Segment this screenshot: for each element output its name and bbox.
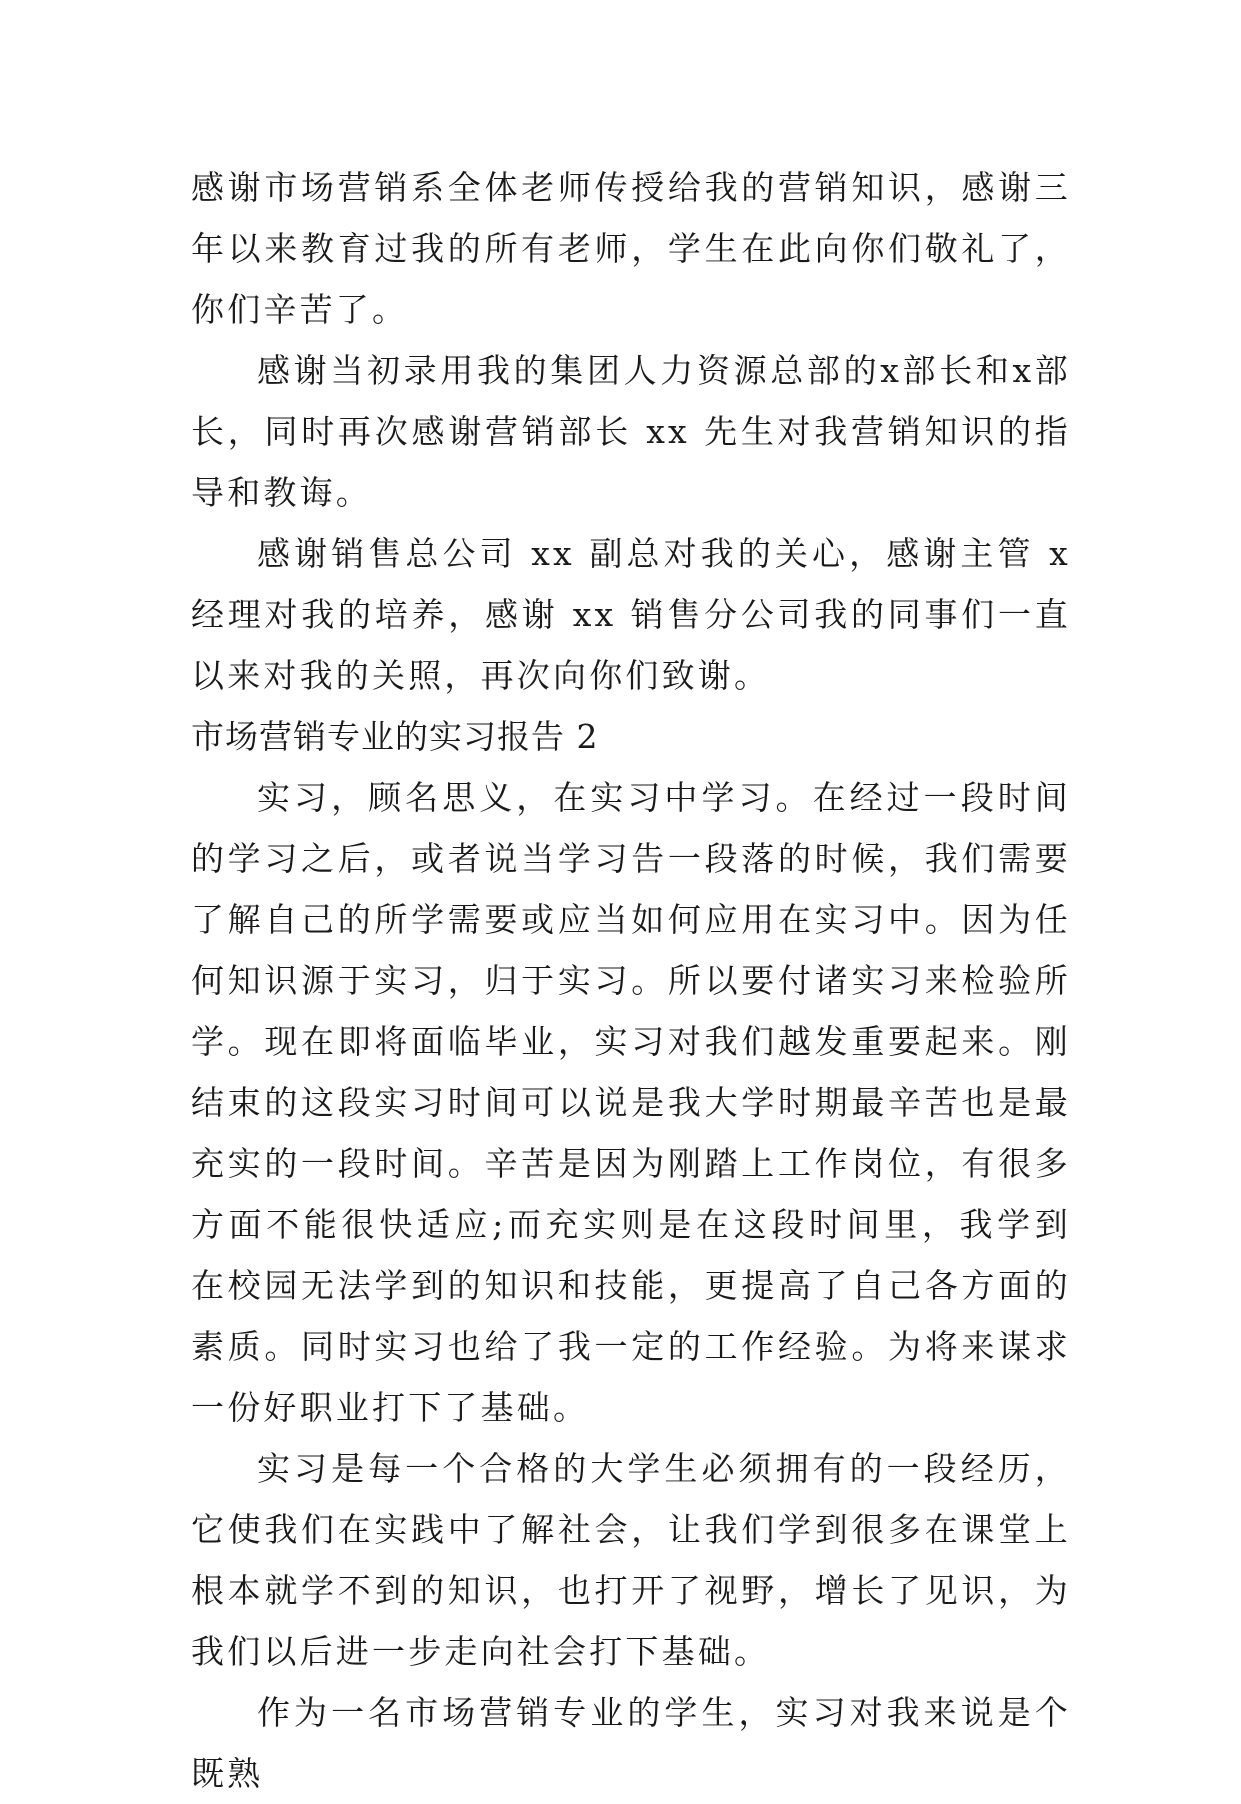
document-body <box>191 157 1071 1804</box>
paragraph-internship-experience: 实习是每一个合格的大学生必须拥有的一段经历，它使我们在实践中了解社会，让我们学到很多在课堂上根本就学不到的知识，也打开了视野，增长了见识，为我们以后进一步走向社会打下基础。 <box>191 1449 1071 1671</box>
paragraph-marketing-student: 作为一名市场营销专业的学生，实习对我来说是个既熟 <box>191 1693 1071 1793</box>
paragraph-internship-meaning: 实习，顾名思义，在实习中学习。在经过一段时间的学习之后，或者说当学习告一段落的时候，我们需要了解自己的所学需要或应当如何应用在实习中。因为任何知识源于实习，归于实习。所以要付诸实习来检验所学。现在即将面临毕业，实习对我们越发重要起来。刚结束的这段实习时间可以说是我大学时期最辛苦也是最充实的一段时间。辛苦是因为刚踏上工作岗位，有很多方面不能很快适应;而充实则是在这段时间里，我学到在校园无法学到的知识和技能，更提高了自己各方面的素质。同时实习也给了我一定的工作经验。为将来谋求一份好职业打下了基础。 <box>191 778 1071 1427</box>
paragraph-thanks-hr: 感谢当初录用我的集团人力资源总部的x部长和x部长，同时再次感谢营销部长 xx 先生对我营销知识的指导和教诲。 <box>191 351 1071 512</box>
paragraph-thanks-teachers: 感谢市场营销系全体老师传授给我的营销知识，感谢三年以来教育过我的所有老师，学生在此向你们敬礼了，你们辛苦了。 <box>191 168 1071 329</box>
section-title: 市场营销专业的实习报告 2 <box>191 717 599 756</box>
paragraph-thanks-colleagues: 感谢销售总公司 xx 副总对我的关心，感谢主管 x 经理对我的培养，感谢 xx 销售分公司我的同事们一直以来对我的关照，再次向你们致谢。 <box>191 534 1071 695</box>
